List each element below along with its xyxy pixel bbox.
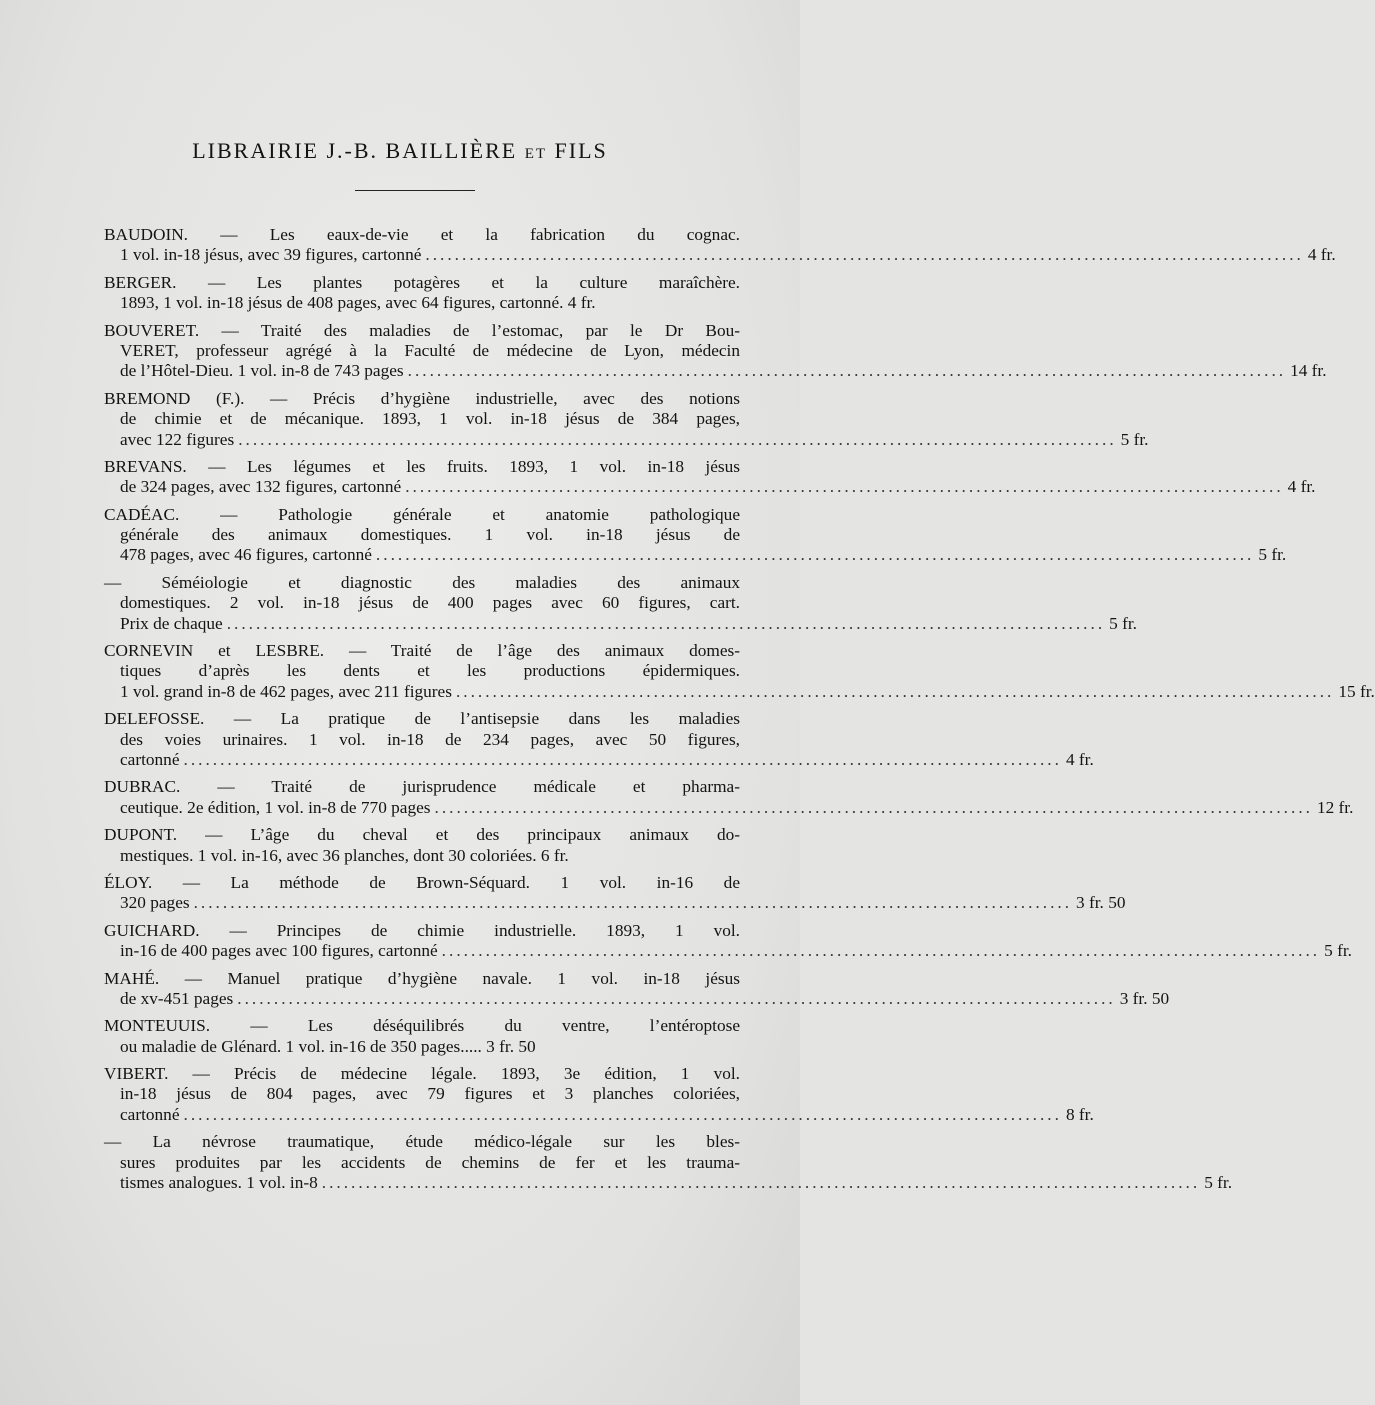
catalogue-entry	[104, 1132, 1233, 1193]
catalogue-entry	[104, 920, 1352, 962]
entry-text: 320 pages	[120, 893, 190, 913]
dot-leader: ........................................................................................................................	[237, 988, 1116, 1008]
catalogue-entry	[104, 572, 1137, 634]
entry-price: 12 fr.	[1316, 797, 1354, 817]
entry-line: mestiques. 1 vol. in-16, avec 36 planches, dont 30 coloriées. 6 fr.	[120, 845, 569, 865]
entry-line	[104, 681, 1375, 702]
catalogue-entry	[104, 641, 1375, 702]
catalogue-entry	[104, 456, 1316, 498]
entry-line: GUICHARD. — Principes de chimie industrielle. 1893, 1 vol.	[104, 920, 740, 940]
dot-leader: ........................................................................................................................	[455, 681, 1335, 701]
entry-line: — Séméiologie et diagnostic des maladies des animaux	[104, 572, 740, 592]
header-publisher: LIBRAIRIE J.-B. BAILLIÈRE	[192, 138, 518, 163]
entry-line: des voies urinaires. 1 vol. in-18 de 234 pages, avec 50 figures,	[120, 729, 740, 749]
entry-price: 5 fr.	[1120, 429, 1149, 449]
entry-line: CORNEVIN et LESBRE. — Traité de l’âge des animaux domes-	[104, 641, 740, 661]
entry-price: 8 fr.	[1065, 1104, 1094, 1124]
entry-line	[104, 941, 1352, 961]
entry-price: 5 fr.	[1109, 613, 1137, 633]
entry-line: BREMOND (F.). — Précis d’hygiène industrielle, avec des notions	[104, 388, 740, 408]
entry-text: Prix de chaque	[120, 613, 223, 633]
entry-price: 5 fr.	[1258, 545, 1287, 565]
entry-line: DUBRAC. — Traité de jurisprudence médicale et pharma-	[104, 777, 740, 797]
entry-text: in-16 de 400 pages avec 100 figures, cartonné	[120, 941, 438, 961]
catalogue-entry	[104, 225, 1336, 266]
entry-text: avec 122 figures	[120, 429, 235, 449]
entry-text: 1 vol. in-18 jésus, avec 39 figures, cartonné	[120, 245, 422, 265]
entry-text: cartonné	[120, 749, 180, 769]
entry-price: 5 fr.	[1324, 941, 1352, 961]
entry-line: domestiques. 2 vol. in-18 jésus de 400 pages avec 60 figures, cart.	[120, 593, 740, 613]
entry-line: in-18 jésus de 804 pages, avec 79 figures et 3 planches coloriées,	[120, 1084, 740, 1104]
entry-line: BERGER. — Les plantes potagères et la culture maraîchère.	[104, 272, 740, 292]
dot-leader: ........................................................................................................................	[226, 613, 1106, 633]
catalogue-entries	[104, 225, 1375, 1200]
entry-price: 4 fr.	[1287, 477, 1316, 497]
entry-line	[104, 477, 1316, 497]
entry-text: ceutique. 2e édition, 1 vol. in-8 de 770 pages	[120, 797, 431, 817]
entry-line	[104, 429, 1149, 450]
dot-leader: ........................................................................................................................	[321, 1173, 1201, 1193]
entry-line: BOUVERET. — Traité des maladies de l’estomac, par le Dr Bou-	[104, 320, 740, 340]
entry-line: générale des animaux domestiques. 1 vol. in-18 jésus de	[120, 525, 740, 545]
entry-line: de chimie et de mécanique. 1893, 1 vol. in-18 jésus de 384 pages,	[120, 409, 740, 429]
catalogue-entry	[104, 872, 1126, 914]
entry-line: CADÉAC. — Pathologie générale et anatomie pathologique	[104, 504, 740, 524]
entry-text: cartonné	[120, 1104, 180, 1124]
entry-price: 14 fr.	[1290, 361, 1327, 381]
entry-line	[104, 545, 1287, 565]
catalogue-entry	[104, 320, 1327, 382]
dot-leader: ........................................................................................................................	[183, 749, 1062, 769]
catalogue-entry	[104, 388, 1149, 450]
entry-line	[104, 797, 1354, 818]
dot-leader: ........................................................................................................................	[407, 361, 1287, 381]
dot-leader: ........................................................................................................................	[434, 797, 1313, 817]
entry-line	[104, 988, 1170, 1009]
entry-text: 478 pages, avec 46 figures, cartonné	[120, 545, 372, 565]
entry-price: 3 fr. 50	[1076, 893, 1126, 913]
catalogue-entry	[104, 504, 1287, 566]
entry-text: de 324 pages, avec 132 figures, cartonné	[120, 477, 402, 497]
dot-leader: ........................................................................................................................	[193, 893, 1073, 913]
entry-line: — La névrose traumatique, étude médico-légale sur les bles-	[104, 1132, 740, 1152]
entry-text: de xv-451 pages	[120, 988, 234, 1008]
entry-line	[104, 245, 1336, 265]
entry-line: ÉLOY. — La méthode de Brown-Séquard. 1 vol. in-16 de	[104, 872, 740, 892]
dot-leader: ........................................................................................................................	[425, 245, 1304, 265]
dot-leader: ........................................................................................................................	[441, 941, 1321, 961]
entry-price: 4 fr.	[1307, 245, 1336, 265]
dot-leader: ........................................................................................................................	[405, 477, 1284, 497]
entry-line	[104, 1173, 1233, 1193]
entry-line: BAUDOIN. — Les eaux-de-vie et la fabrication du cognac.	[104, 225, 740, 244]
dot-leader: ........................................................................................................................	[183, 1104, 1062, 1124]
header-fils: FILS	[554, 138, 608, 163]
entry-line	[104, 749, 1094, 770]
entry-line	[104, 1104, 1094, 1125]
entry-line: DELEFOSSE. — La pratique de l’antisepsie dans les maladies	[104, 709, 740, 729]
entry-line	[104, 893, 1126, 913]
entry-line: MONTEUUIS. — Les déséquilibrés du ventre, l’entéroptose	[104, 1016, 740, 1036]
header-et: ET	[524, 146, 548, 162]
entry-line: 1893, 1 vol. in-18 jésus de 408 pages, avec 64 figures, cartonné. 4 fr.	[120, 293, 596, 313]
catalogue-entry	[104, 1016, 740, 1057]
catalogue-entry	[104, 1064, 1094, 1125]
entry-line: VERET, professeur agrégé à la Faculté de médecine de Lyon, médecin	[120, 340, 740, 360]
entry-text: 1 vol. grand in-8 de 462 pages, avec 211 figures	[120, 681, 452, 701]
entry-line	[104, 613, 1137, 634]
entry-price: 15 fr.	[1338, 681, 1375, 701]
entry-line: BREVANS. — Les légumes et les fruits. 1893, 1 vol. in-18 jésus	[104, 456, 740, 476]
entry-text: de l’Hôtel-Dieu. 1 vol. in-8 de 743 pages	[120, 361, 404, 381]
entry-line: tiques d’après les dents et les productions épidermiques.	[120, 661, 740, 681]
catalogue-entry	[104, 709, 1094, 770]
catalogue-entry	[104, 968, 1170, 1010]
entry-text: tismes analogues. 1 vol. in-8	[120, 1173, 318, 1193]
entry-line: DUPONT. — L’âge du cheval et des principaux animaux do-	[104, 825, 740, 845]
page-header	[0, 138, 800, 164]
header-rule	[355, 190, 475, 191]
entry-price: 3 fr. 50	[1119, 988, 1170, 1008]
entry-price: 4 fr.	[1065, 749, 1094, 769]
entry-line	[104, 361, 1327, 381]
entry-line: VIBERT. — Précis de médecine légale. 1893, 3e édition, 1 vol.	[104, 1064, 740, 1084]
entry-line: sures produites par les accidents de chemins de fer et les trauma-	[120, 1152, 740, 1172]
catalogue-entry	[104, 777, 1354, 818]
entry-line: ou maladie de Glénard. 1 vol. in-16 de 350 pages..... 3 fr. 50	[120, 1036, 536, 1056]
catalogue-entry	[104, 273, 740, 314]
entry-price: 5 fr.	[1204, 1173, 1233, 1193]
catalogue-entry	[104, 825, 740, 866]
dot-leader: ........................................................................................................................	[238, 429, 1117, 449]
dot-leader: ........................................................................................................................	[375, 545, 1255, 565]
entry-line: MAHÉ. — Manuel pratique d’hygiène navale. 1 vol. in-18 jésus	[104, 968, 740, 988]
